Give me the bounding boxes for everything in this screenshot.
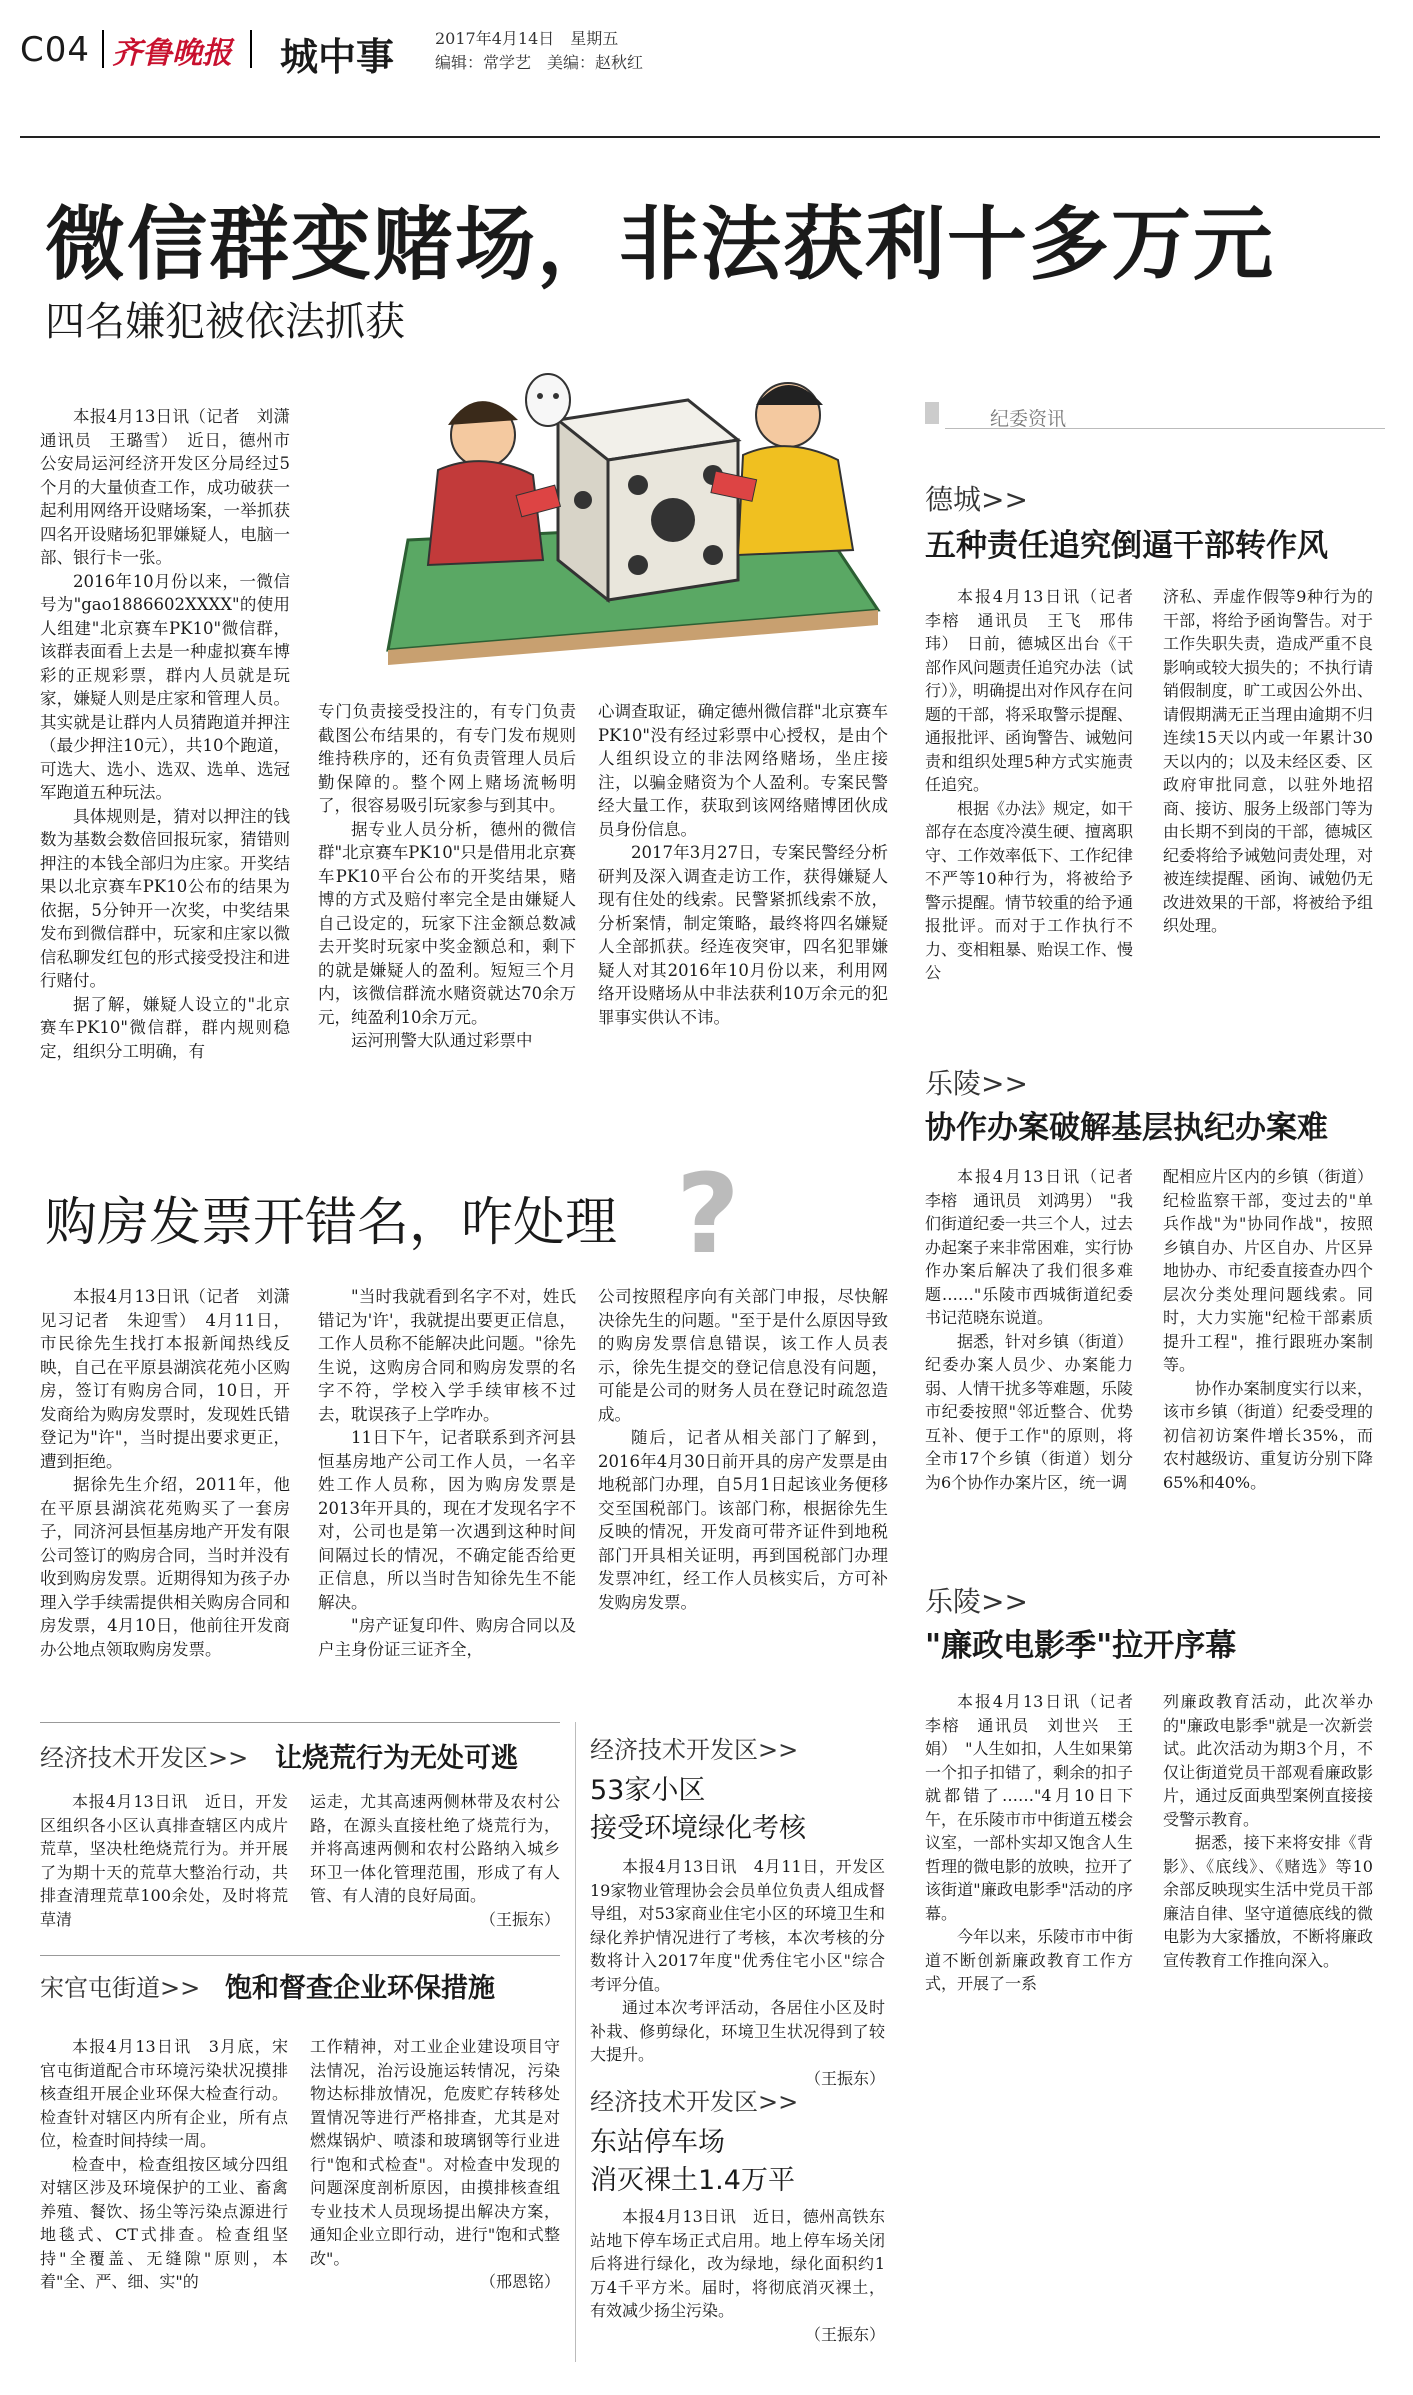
lead-paragraph: 本报4月13日讯 3月底，宋官屯街道配合市环境污染状况摸排核查组开展企业环保大检查行动。检查针对辖区内所有企业，所有点位，检查时间持续一周。	[40, 2037, 288, 2150]
side-1-column-2	[1163, 585, 1373, 938]
region-label: 乐陵>>	[925, 1585, 1028, 1618]
issue-date: 2017年4月14日 星期五	[435, 29, 619, 48]
lead-paragraph: 本报4月13日讯 4月11日，开发区19家物业管理协会会员单位负责人组成督导组，对53家商业住宅小区的环境卫生和绿化养护情况进行了考核，本次考核的分数将计入2017年度"优秀住宅小区"综合考评分值。	[590, 1857, 885, 1994]
side-headline-1: 五种责任追究倒逼干部转作风	[925, 528, 1328, 564]
body-paragraph: 根据《办法》规定，如干部存在态度冷漠生硬、擅离职守、工作效率低下、工作纪律不严等10种行为，将被给予警示提醒。情节较重的给予通报批评。而对于工作执行不力、变相粗暴、贻误工作、慢公	[925, 798, 1134, 982]
byline: （邢恩铭）	[479, 2272, 560, 2291]
side-headline-3: "廉政电影季"拉开序幕	[925, 1628, 1237, 1664]
region-label: 经济技术开发区>>	[590, 1736, 799, 1764]
invoice-column-2	[318, 1285, 576, 1661]
side-2-column-1	[925, 1165, 1150, 1494]
body-paragraph: 据了解，嫌疑人设立的"北京赛车PK10"微信群，群内规则稳定，组织分工明确，有	[40, 994, 290, 1061]
brief-2-column-2	[310, 2035, 560, 2294]
brief-headline-3a: 53家小区	[590, 1775, 706, 1806]
body-paragraph: "房产证复印件、购房合同以及户主身份证三证齐全，	[318, 1616, 576, 1659]
body-paragraph: 运走，尤其高速两侧林带及农村公路，在源头直接杜绝了烧荒行为，并将高速两侧和农村公路纳入城乡环卫一体化管理范围，形成了有人管、有人清的良好局面。	[310, 1792, 560, 1905]
region-label: 乐陵>>	[925, 1067, 1028, 1100]
lead-column-3	[598, 700, 888, 1029]
lead-column-1	[40, 405, 307, 1063]
byline: （王振东）	[804, 2068, 885, 2088]
lead-subheadline: 四名嫌犯被依法抓获	[45, 299, 405, 345]
side-2-column-2	[1163, 1165, 1373, 1494]
lead-column-2	[318, 700, 576, 1053]
body-paragraph: 随后，记者从相关部门了解到，2016年4月30日前开具的房产发票是由地税部门办理，自5月1日起该业务便移交至国税部门。该部门称，根据徐先生反映的情况，开发商可带齐证件到地税部门开具相关证明，再到国税部门办理发票冲红，经工作人员核实后，方可补发购房发票。	[598, 1428, 888, 1612]
lead-paragraph: 本报4月13日讯 近日，开发区组织各小区认真排查辖区内成片荒草，坚决杜绝烧荒行为。并开展了为期十天的荒草大整治行动，共排查清理荒草100余处，及时将荒草清	[40, 1792, 288, 1929]
side-3-column-2	[1163, 1690, 1373, 1972]
section-rule	[40, 1955, 560, 1956]
byline: （王振东）	[479, 1909, 560, 1929]
body-paragraph: 列廉政教育活动，此次举办的"廉政电影季"就是一次新尝试。此次活动为期3个月，不仅让街道党员干部观看廉政影片，通过反面典型案例直接接受警示教育。	[1163, 1692, 1373, 1829]
header-divider	[102, 30, 104, 68]
body-paragraph: 11日下午，记者联系到齐河县恒基房地产公司工作人员，一名辛姓工作人员称，因为购房发票是2013年开具的，现在才发现名字不对，公司也是第一次遇到这种时间间隔过长的情况，不确定能否给更正信息，所以当时告知徐先生不能解决。	[318, 1428, 576, 1612]
header-rule	[20, 136, 1380, 138]
body-paragraph: 2016年10月份以来，一微信号为"gao1886602XXXX"的使用人组建"北京赛车PK10"微信群，该群表面看上去是一种虚拟赛车博彩的正规彩票，群内人员就是玩家，嫌疑人则是庄家和管理人员。其实就是让群内人员猜跑道并押注（最少押注10元），共10个跑道，可选大、选小、选双、选单、选冠军跑道五种玩法。	[40, 571, 290, 802]
body-paragraph: 运河刑警大队通过彩票中	[351, 1031, 533, 1050]
brief-headline-3b: 接受环境绿化考核	[590, 1813, 806, 1844]
column-divider	[575, 1722, 576, 2362]
newspaper-logo: 齐鲁晚报	[112, 36, 232, 71]
body-paragraph: 据悉，针对乡镇（街道）纪委办案人员少、办案能力弱、人情干扰多等难题，乐陵市纪委按照"邻近整合、优势互补、便于工作"的原则，将全市17个乡镇（街道）划分为6个协作办案片区，统一调	[925, 1331, 1134, 1492]
body-paragraph: 公司按照程序向有关部门申报，尽快解决徐先生的问题。"至于是什么原因导致的购房发票信息错误，该工作人员表示，徐先生提交的登记信息没有问题，可能是公司的财务人员在登记时疏忽造成。	[598, 1287, 888, 1424]
brief-headline-4a: 东站停车场	[590, 2127, 725, 2158]
body-paragraph: 具体规则是，猜对以押注的钱数为基数会数倍回报玩家，猜错则押注的本钱全部归为庄家。开奖结果以北京赛车PK10公布的结果为依据，5分钟开一次奖，中奖结果发布到微信群中，玩家和庄家以微信私聊发红包的形式接受投注和进行赌付。	[40, 806, 290, 990]
lead-paragraph: 本报4月13日讯（记者 李榕 通讯员 刘鸿男） "我们街道纪委一共三个人，过去办起案子来非常困难，实行协作办案后解决了我们很多难题……"乐陵市西城街道纪委书记范晓东说道。	[925, 1167, 1150, 1327]
body-paragraph: 济私、弄虚作假等9种行为的干部，将给予函询警告。对于工作失职失责，造成严重不良影响或较大损失的；不执行请销假制度，旷工或因公外出、请假期满无正当理由逾期不归连续15天以内或一年累计30天以内的；以及未经区委、区政府审批同意，以驻外地招商、接访、服务上级部门等为由长期不到岗的干部，德城区纪委将给予诫勉问责处理，对被连续提醒、函询、诫勉仍无改进效果的干部，将被给予组织处理。	[1163, 587, 1373, 935]
editor-credits: 编辑：常学艺 美编：赵秋红	[435, 53, 644, 72]
sidebar-tag: 纪委资讯	[990, 408, 1067, 430]
body-paragraph: 据悉，接下来将安排《背影》、《底线》、《赌选》等10余部反映现实生活中党员干部廉洁自律、坚守道德底线的微电影为大家播放，不断将廉政宣传教育工作推向深入。	[1163, 1833, 1373, 1970]
brief-2-column-1	[40, 2035, 288, 2294]
brief-headline-1: 让烧荒行为无处可逃	[275, 1743, 518, 1774]
region-label: 经济技术开发区>>	[40, 1744, 249, 1772]
brief-headline-2: 饱和督查企业环保措施	[225, 1973, 495, 2004]
body-paragraph: "当时我就看到名字不对，姓氏错记为'许'，我就提出要更正信息，工作人员称不能解决此问题。"徐先生说，这购房合同和购房发票的名字不符，学校入学手续审核不过去，耽误孩子上学咋办。	[318, 1287, 576, 1424]
side-headline-2: 协作办案破解基层执纪办案难	[925, 1110, 1328, 1146]
lead-paragraph: 本报4月13日讯（记者 刘潇 见习记者 朱迎雪） 4月11日，市民徐先生找打本报新闻热线反映，自己在平原县湖滨花苑小区购房，签订有购房合同，10日，开发商给为购房发票时，发现姓氏错登记为"许"，当时提出要求更正，遭到拒绝。	[40, 1287, 307, 1471]
tag-marker	[925, 402, 939, 424]
region-label: 宋官屯街道>>	[40, 1974, 201, 2002]
brief-1-column-2	[310, 1790, 560, 1931]
brief-headline-4b: 消灭裸土1.4万平	[590, 2165, 795, 2196]
invoice-column-1	[40, 1285, 307, 1661]
question-mark-graphic: ?	[676, 1150, 740, 1278]
lead-headline: 微信群变赌场，非法获利十多万元	[45, 198, 1275, 291]
lead-paragraph: 本报4月13日讯（记者 刘潇 通讯员 王璐雪） 近日，德州市公安局运河经济开发区分局经过5个月的大量侦查工作，成功破获一起利用网络开设赌场案，一举抓获四名开设赌场犯罪嫌疑人，电脑一部、银行卡一张。	[40, 407, 307, 567]
body-paragraph: 今年以来，乐陵市市中街道不断创新廉政教育工作方式，开展了一系	[925, 1927, 1134, 1993]
dice-icon	[558, 400, 738, 600]
brief-1-column-1	[40, 1790, 288, 1931]
body-paragraph: 据专业人员分析，德州的微信群"北京赛车PK10"只是借用北京赛车PK10平台公布的开奖结果，赌博的方式及赔付率完全是由嫌疑人自己设定的，玩家下注金额总数减去开奖时玩家中奖金额总和，剩下的就是嫌疑人的盈利。短短三个月内，该微信群流水赌资就达70余万元，纯盈利10余万元。	[318, 819, 576, 1027]
gambling-cartoon-illustration	[318, 360, 918, 670]
body-paragraph: 配相应片区内的乡镇（街道）纪检监察干部，变过去的"单兵作战"为"协同作战"，按照乡镇自办、片区自办、片区异地协办、市纪委直接查办四个层次分类处理问题线索。同时，大力实施"纪检干部素质提升工程"，推行跟班办案制等。	[1163, 1167, 1373, 1374]
body-paragraph: 据徐先生介绍，2011年，他在平原县湖滨花苑购买了一套房子，同济河县恒基房地产开发有限公司签订的购房合同，当时并没有收到购房发票。近期得知为孩子办理入学手续需提供相关购房合同和房发票，4月10日，他前往开发商办公地点领取购房发票。	[40, 1475, 290, 1659]
body-paragraph: 工作精神，对工业企业建设项目守法情况，治污设施运转情况，污染物达标排放情况，危废贮存转移处置情况等进行严格排查，尤其是对燃煤锅炉、喷漆和玻璃钢等行业进行"饱和式检查"。对检查中发现的问题深度剖析原因，由摸排核查组专业技术人员现场提出解决方案，通知企业立即行动，进行"饱和式整改"。	[310, 2037, 560, 2268]
invoice-headline: 购房发票开错名，咋处理	[45, 1193, 618, 1253]
ghost-figure	[526, 374, 570, 426]
body-paragraph: 检查中，检查组按区域分四组对辖区涉及环境保护的工业、畜禽养殖、餐饮、扬尘等污染点源进行地毯式、CT式排查。检查组坚持"全覆盖、无缝隙"原则，本着"全、严、细、实"的	[40, 2154, 288, 2291]
body-paragraph: 协作办案制度实行以来，该市乡镇（街道）纪委受理的初信初访案件增长35%，而农村越级访、重复访分别下降65%和40%。	[1163, 1378, 1373, 1492]
lead-paragraph: 本报4月13日讯 近日，德州高铁东站地下停车场正式启用。地上停车场关闭后将进行绿化，改为绿地，绿化面积约1万4千平方米。届时，将彻底消灭裸土，有效减少扬尘污染。	[590, 2207, 885, 2320]
region-label: 经济技术开发区>>	[590, 2088, 799, 2116]
brief-4-body	[590, 2205, 885, 2346]
section-rule	[40, 1722, 560, 1723]
body-paragraph: 通过本次考评活动，各居住小区及时补栽、修剪绿化，环境卫生状况得到了较大提升。	[590, 1998, 885, 2064]
body-paragraph: 2017年3月27日，专案民警经分析研判及深入调查走访工作，获得嫌疑人现有住处的线索。民警紧抓线索不放，分析案情，制定策略，最终将四名嫌疑人全部抓获。经连夜突审，四名犯罪嫌疑人对其2016年10月份以来，利用网络开设赌场从中非法获利10万余元的犯罪事实供认不讳。	[598, 843, 888, 1027]
side-3-column-1	[925, 1690, 1150, 1996]
brief-3-body	[590, 1855, 885, 2090]
body-paragraph: 心调查取证，确定德州微信群"北京赛车PK10"没有经过彩票中心授权，是由个人组织设立的非法网络赌场，坐庄接注，以骗金赌资为个人盈利。专案民警经大量工作，获取到该网络赌博团伙成员身份信息。	[598, 702, 888, 839]
body-paragraph: 专门负责接受投注的，有专门负责截图公布结果的，有专门发布规则维持秩序的，还有负责管理人员后勤保障的。整个网上赌场流畅明了，很容易吸引玩家参与到其中。	[318, 702, 576, 815]
lead-paragraph: 本报4月13日讯（记者 李榕 通讯员 刘世兴 王娟） "人生如扣，人生如果第一个扣子扣错了，剩余的扣子就都错了……"4月10日下午，在乐陵市市中街道五楼会议室，一部朴实却又饱含人生哲理的微电影的放映，拉开了该街道"廉政电影季"活动的序幕。	[925, 1692, 1150, 1923]
section-title: 城中事	[280, 35, 395, 79]
byline: （王振东）	[804, 2324, 885, 2344]
page-number: C04	[20, 30, 91, 70]
invoice-column-3	[598, 1285, 888, 1614]
lead-paragraph: 本报4月13日讯（记者 李榕 通讯员 王飞 邢伟玮） 日前，德城区出台《干部作风问题责任追究办法（试行）》，明确提出对作风存在问题的干部，将采取警示提醒、通报批评、函询警告、诫勉问责和组织处理5种方式实施责任追究。	[925, 587, 1150, 794]
region-label: 德城>>	[925, 483, 1028, 516]
side-1-column-1	[925, 585, 1150, 985]
header-divider	[250, 30, 252, 68]
